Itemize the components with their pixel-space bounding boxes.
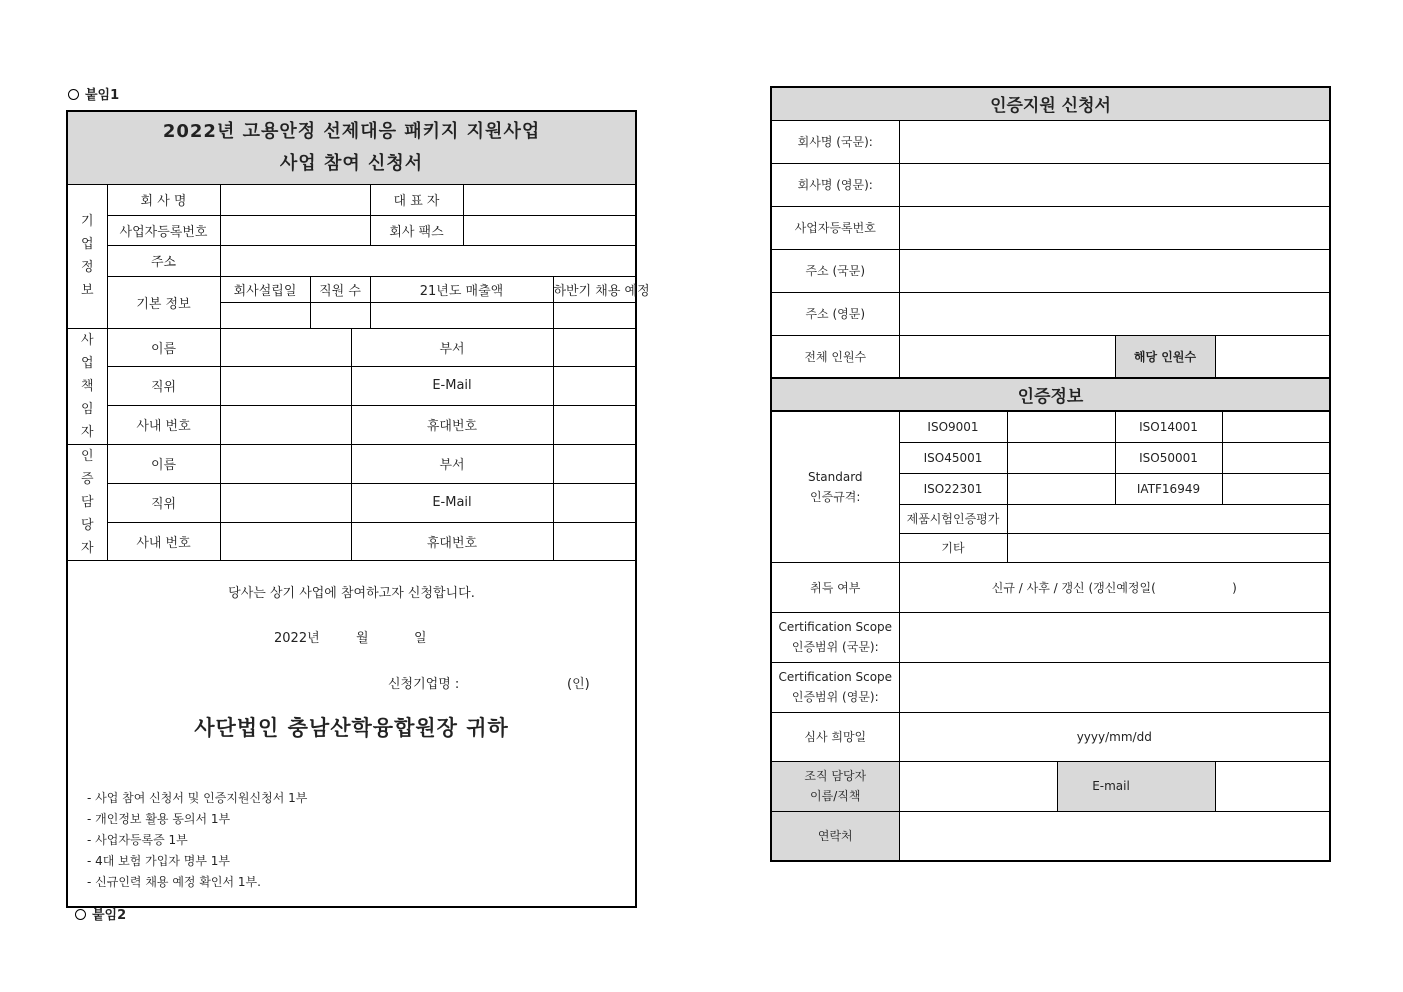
form-title (68, 112, 635, 184)
certification-application-form (770, 86, 1331, 862)
representative-label: 대 표 자 (370, 184, 463, 215)
relevant-staff-label: 해당 인원수 (1115, 335, 1215, 378)
org-email-field[interactable] (1215, 761, 1329, 811)
scope-kr-field[interactable] (899, 612, 1329, 662)
cert-form-title: 인증지원 신청서 (772, 88, 1329, 120)
attachment-notes (87, 788, 307, 893)
cert-email-label: E-Mail (351, 483, 553, 522)
cert-department-label: 부서 (351, 444, 553, 483)
form-title-line1: 2022년 고용안정 선제대응 패키지 지원사업 (162, 120, 541, 142)
attachment-label-1: 붙임1 (68, 84, 119, 103)
cert-email-field[interactable] (553, 483, 635, 522)
section-company-info: 기 업 정 보 (68, 184, 107, 328)
manager-mobile-field[interactable] (553, 405, 635, 444)
cert-name-field[interactable] (220, 444, 351, 483)
sales-21-label: 21년도 매출액 (370, 276, 553, 302)
declaration-area (68, 560, 635, 906)
contact-field[interactable] (899, 811, 1329, 860)
address-kr-label: 주소 (국문) (772, 249, 899, 292)
applicant-label: 신청기업명 : (388, 676, 460, 692)
manager-name-label: 이름 (107, 328, 220, 367)
product-test-label: 제품시험인증평가 (899, 504, 1007, 533)
scope-en-field[interactable] (899, 662, 1329, 712)
cert-info-title: 인증정보 (772, 378, 1329, 411)
acquisition-field[interactable]: 신규 / 사후 / 갱신 (갱신예정일( ) (899, 562, 1329, 612)
address-en-field[interactable] (899, 292, 1329, 335)
note-item: - 4대 보험 가입자 명부 1부 (87, 853, 231, 868)
manager-office-phone-label: 사내 번호 (107, 405, 220, 444)
scope-en-label: Certification Scope 인증범위 (영문): (772, 662, 899, 712)
manager-mobile-label: 휴대번호 (351, 405, 553, 444)
acquisition-label: 취득 여부 (772, 562, 899, 612)
hiring-plan-field[interactable] (553, 302, 635, 328)
contact-label: 연락처 (772, 811, 899, 860)
section-cert-contact: 인 증 담 당 자 (68, 444, 107, 560)
iso9001-field[interactable] (1007, 411, 1115, 442)
manager-email-label: E-Mail (351, 367, 553, 406)
circle-bullet-icon (68, 89, 79, 100)
employee-count-label: 직원 수 (310, 276, 370, 302)
founded-date-field[interactable] (220, 302, 310, 328)
form-title-line2: 사업 참여 신청서 (279, 152, 424, 174)
participation-application-form (66, 110, 650, 908)
seal-mark: (인) (567, 676, 590, 692)
iso22301-label: ISO22301 (899, 473, 1007, 504)
iso22301-field[interactable] (1007, 473, 1115, 504)
manager-position-field[interactable] (220, 367, 351, 406)
address-en-label: 주소 (영문) (772, 292, 899, 335)
business-reg-label: 사업자등록번호 (107, 215, 220, 245)
cert-department-field[interactable] (553, 444, 635, 483)
total-staff-label: 전체 인원수 (772, 335, 899, 378)
employee-count-field[interactable] (310, 302, 370, 328)
date-year: 2022년 (274, 630, 320, 646)
hiring-plan-label: 하반기 채용 예정 (553, 276, 635, 302)
circle-bullet-icon (75, 909, 86, 920)
date-month: 월 (356, 630, 369, 646)
manager-email-field[interactable] (553, 367, 635, 406)
company-name-label: 회 사 명 (107, 184, 220, 215)
manager-office-phone-field[interactable] (220, 405, 351, 444)
address-label: 주소 (107, 245, 220, 276)
note-item: - 개인정보 활용 동의서 1부 (87, 811, 231, 826)
sales-21-field[interactable] (370, 302, 553, 328)
standard-label: Standard 인증규격: (772, 411, 899, 562)
iso14001-field[interactable] (1222, 411, 1329, 442)
company-name-kr-field[interactable] (899, 120, 1329, 163)
note-item: - 사업 참여 신청서 및 인증지원신청서 1부 (87, 790, 308, 805)
cert-mobile-field[interactable] (553, 522, 635, 560)
audit-date-field[interactable]: yyyy/mm/dd (899, 712, 1329, 761)
section-business-manager: 사 업 책 임 자 (68, 328, 107, 444)
total-staff-field[interactable] (899, 335, 1115, 378)
cert-position-field[interactable] (220, 483, 351, 522)
cert-business-reg-field[interactable] (899, 206, 1329, 249)
relevant-staff-field[interactable] (1215, 335, 1329, 378)
certification-table (772, 88, 1329, 860)
company-name-field[interactable] (220, 184, 370, 215)
cert-name-label: 이름 (107, 444, 220, 483)
org-email-label: E-mail (1057, 761, 1215, 811)
cert-position-label: 직위 (107, 483, 220, 522)
product-test-field[interactable] (1007, 504, 1329, 533)
declaration-text: 당사는 상기 사업에 참여하고자 신청합니다. (228, 585, 475, 601)
address-field[interactable] (220, 245, 635, 276)
participation-table (68, 112, 650, 906)
iso45001-field[interactable] (1007, 442, 1115, 473)
company-name-en-field[interactable] (899, 163, 1329, 206)
attachment-label-2: 붙임2 (75, 904, 126, 923)
org-contact-label: 조직 담당자 이름/직책 (772, 761, 899, 811)
manager-position-label: 직위 (107, 367, 220, 406)
iatf16949-label: IATF16949 (1115, 473, 1222, 504)
founded-date-label: 회사설립일 (220, 276, 310, 302)
iso45001-label: ISO45001 (899, 442, 1007, 473)
company-name-kr-label: 회사명 (국문): (772, 120, 899, 163)
audit-date-label: 심사 희망일 (772, 712, 899, 761)
other-field[interactable] (1007, 533, 1329, 562)
iso50001-label: ISO50001 (1115, 442, 1222, 473)
basic-info-label: 기본 정보 (107, 276, 220, 328)
iatf16949-field[interactable] (1222, 473, 1329, 504)
note-item: - 사업자등록증 1부 (87, 832, 188, 847)
manager-department-field[interactable] (553, 328, 635, 367)
date-day: 일 (414, 630, 427, 646)
manager-department-label: 부서 (351, 328, 553, 367)
address-kr-field[interactable] (899, 249, 1329, 292)
note-item: - 신규인력 채용 예정 확인서 1부. (87, 874, 261, 889)
business-reg-field[interactable] (220, 215, 370, 245)
cert-office-phone-label: 사내 번호 (107, 522, 220, 560)
cert-business-reg-label: 사업자등록번호 (772, 206, 899, 249)
iso50001-field[interactable] (1222, 442, 1329, 473)
recipient: 사단법인 충남산학융합원장 귀하 (194, 715, 509, 740)
company-fax-field[interactable] (463, 215, 635, 245)
cert-mobile-label: 휴대번호 (351, 522, 553, 560)
org-contact-field[interactable] (899, 761, 1057, 811)
other-label: 기타 (899, 533, 1007, 562)
iso14001-label: ISO14001 (1115, 411, 1222, 442)
cert-office-phone-field[interactable] (220, 522, 351, 560)
iso9001-label: ISO9001 (899, 411, 1007, 442)
representative-field[interactable] (463, 184, 635, 215)
manager-name-field[interactable] (220, 328, 351, 367)
company-name-en-label: 회사명 (영문): (772, 163, 899, 206)
scope-kr-label: Certification Scope 인증범위 (국문): (772, 612, 899, 662)
company-fax-label: 회사 팩스 (370, 215, 463, 245)
